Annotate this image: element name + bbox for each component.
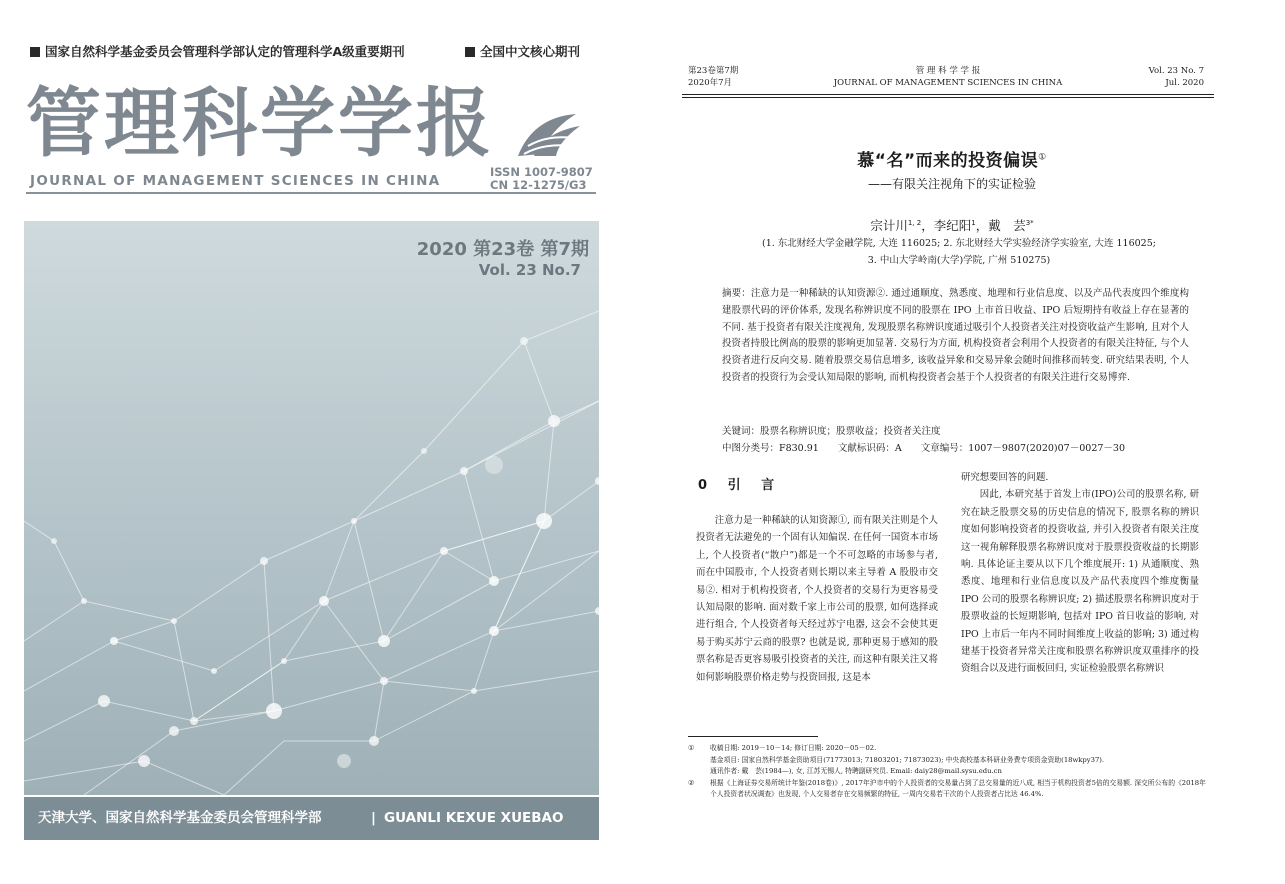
running-header: [682, 65, 1214, 93]
author-name: 宗计川: [870, 218, 908, 233]
cover-pinyin-title: GUANLI KEXUE XUEBAO: [384, 810, 564, 826]
header-rule: [682, 97, 1214, 98]
cover-top-right: 全国中文核心期刊: [465, 42, 580, 60]
author-name: 李纪阳: [933, 218, 972, 233]
affiliations: (1. 东北财经大学金融学院, 大连 116025; 2. 东北财经大学实验经济学实验室, 大连 116025; 3. 中山大学岭南(大学)学院, 广州 510275): [762, 238, 1156, 266]
cover-publisher-band: [24, 797, 599, 840]
cover-english-title: JOURNAL OF MANAGEMENT SCIENCES IN CHINA: [30, 173, 441, 189]
classification-numbers: 中图分类号：F830.91 文献标识码：A 文章编号：1007－9807(2020)07－0027－30: [722, 443, 1125, 454]
cover-publisher: 天津大学、国家自然科学基金委员会管理科学部: [38, 810, 322, 826]
article-first-page: [682, 60, 1222, 860]
journal-cover: [22, 38, 600, 840]
article-subtitle: ——有限关注视角下的实证检验: [867, 177, 1036, 191]
article-title: 慕“名”而来的投资偏误①: [857, 151, 1047, 171]
cover-band-separator: |: [371, 810, 376, 826]
body-left-column: 注意力是一种稀缺的认知资源①, 而有限关注则是个人投资者无法避免的一个固有认知偏误. 在任何一国资本市场上, 个人投资者(“散户”)都是一个不可忽略的市场参与者, 而在中国股市, 个人投资者则长期以来主导着 A 股股市交易②. 相对于机构投资者, 个人投资者的交易行为更容易受认知局限的影响. 面对数千家上市公司的股票, 如何选择或进行组合, 个人投资者每天经过苏宁电器, 这会不会使其更易于购买苏宁云商的股票? 也就是说, 那种更易于感知的股票名称是否更容易吸引投资者的关注, 而这种有限关注又将如何影响股票价格走势与投资回报, 这是本: [696, 515, 938, 683]
header-journal-name: 管 理 科 学 学 报 JOURNAL OF MANAGEMENT SCIENCES IN CHINA: [833, 66, 1063, 88]
cover-top-left: 国家自然科学基金委员会管理科学部认定的管理科学A级重要期刊: [30, 42, 405, 60]
cover-divider: [26, 192, 596, 194]
cover-year-issue: 2020 第23卷 第7期: [416, 239, 589, 260]
title-footnote-mark: ①: [1038, 152, 1047, 163]
abstract-label: 摘要：: [722, 288, 751, 299]
network-pattern-graphic: [24, 221, 599, 795]
cover-volume-number: Vol. 23 No.7: [478, 261, 581, 279]
square-bullet-icon: [465, 47, 475, 57]
header-issue-cn: 第23卷第7期 2020年7月: [688, 66, 739, 88]
body-right-column: 研究想要回答的问题. 因此, 本研究基于首发上市(IPO)公司的股票名称, 研究在缺乏股票交易的历史信息的情况下, 股票名称的辨识度如何影响投资者的投资收益, 并引入投资者有限关注度这一视角解释股票名称辨识度对于股票投资收益的长期影响. 具体论证主要从以下几个维度展开: 1) 从通顺度、熟悉度、地理和行业信息度以及产品代表度四个维度衡量 IPO 公司的股票名称辨识度; 2) 描述股票名称辨识度对于股票收益的长短期影响, 包括对 IPO 首日收益的影响, 对 IPO 上市后一年内不同时间维度上收益的影响; 3) 通过构建基于投资者异常关注度和股票名称辨识度双重排序的投资组合以及进行面板回归, 实证检验股票名称辨识: [961, 472, 1199, 675]
author-list: 宗计川$^{1, 2}$，李纪阳$^1$，戴 芸$^{3*}$: [870, 218, 1034, 233]
square-bullet-icon: [30, 47, 40, 57]
author-name: 戴 芸: [988, 218, 1026, 233]
cover-art-panel: [24, 221, 599, 795]
footnote-rule: [688, 736, 818, 737]
header-issue-en: Vol. 23 No. 7 Jul. 2020: [1148, 66, 1204, 88]
cover-issn: ISSN 1007-9807 CN 12-1275/G3: [490, 165, 593, 192]
section-heading: 0 引 言: [698, 478, 783, 493]
cover-title: 管理科学学报: [26, 79, 495, 167]
keywords: 关键词：股票名称辨识度；股票收益；投资者关注度: [722, 426, 941, 437]
abstract: 摘要：注意力是一种稀缺的认知资源②. 通过通顺度、熟悉度、地理和行业信息度、以及产品代表度四个维度构建股票代码的评价体系, 发现名称辨识度不同的股票在 IPO 上市首日收益、IPO 后短期持有收益上存在显著的不同. 基于投资者有限关注度视角, 发现股票名称辨识度通过吸引个人投资者关注对投资收益产生影响, 且对个人投资者持股比例高的股票的影响更加显著. 交易行为方面, 机构投资者会利用个人投资者的有限关注特征, 与个人投资者进行反向交易. 随着股票交易信息增多, 该收益异象和交易异象会随时间推移而转变. 研究结果表明, 个人投资者的投资行为会受认知局限的影响, 而机构投资者会基于个人投资者的有限关注进行交易博弈.: [722, 288, 1189, 383]
journal-logo-icon: [514, 110, 584, 162]
cover-top-bar: [22, 38, 600, 60]
footnotes: [688, 743, 1208, 801]
footnote: ② 根据《上海证券交易所统计年鉴(2018卷)》, 2017年沪市中的个人投资者的交易量占到了总交易量的近八成, 相当于机构投资者5倍的交易额. 深交所公布的《2018年个人投资者状况调查》也发现, 个人交易者存在交易频繁的特征, 一周内交易若干次的个人投资者占比达 46.4%.: [688, 778, 1206, 799]
header-rule: [682, 94, 1214, 95]
footnote: ① 收稿日期: 2019－10－14; 修订日期: 2020－05－02. 基金项目: 国家自然科学基金资助项目(71773013; 71803201; 71873023); 中央高校基本科研业务费专项资金资助(18wkpy37). 通讯作者: 戴 芸(1984—), 女, 江苏无锡人, 特聘副研究员. Email: daiy28@mail.sysu.edu.cn: [688, 744, 1105, 776]
